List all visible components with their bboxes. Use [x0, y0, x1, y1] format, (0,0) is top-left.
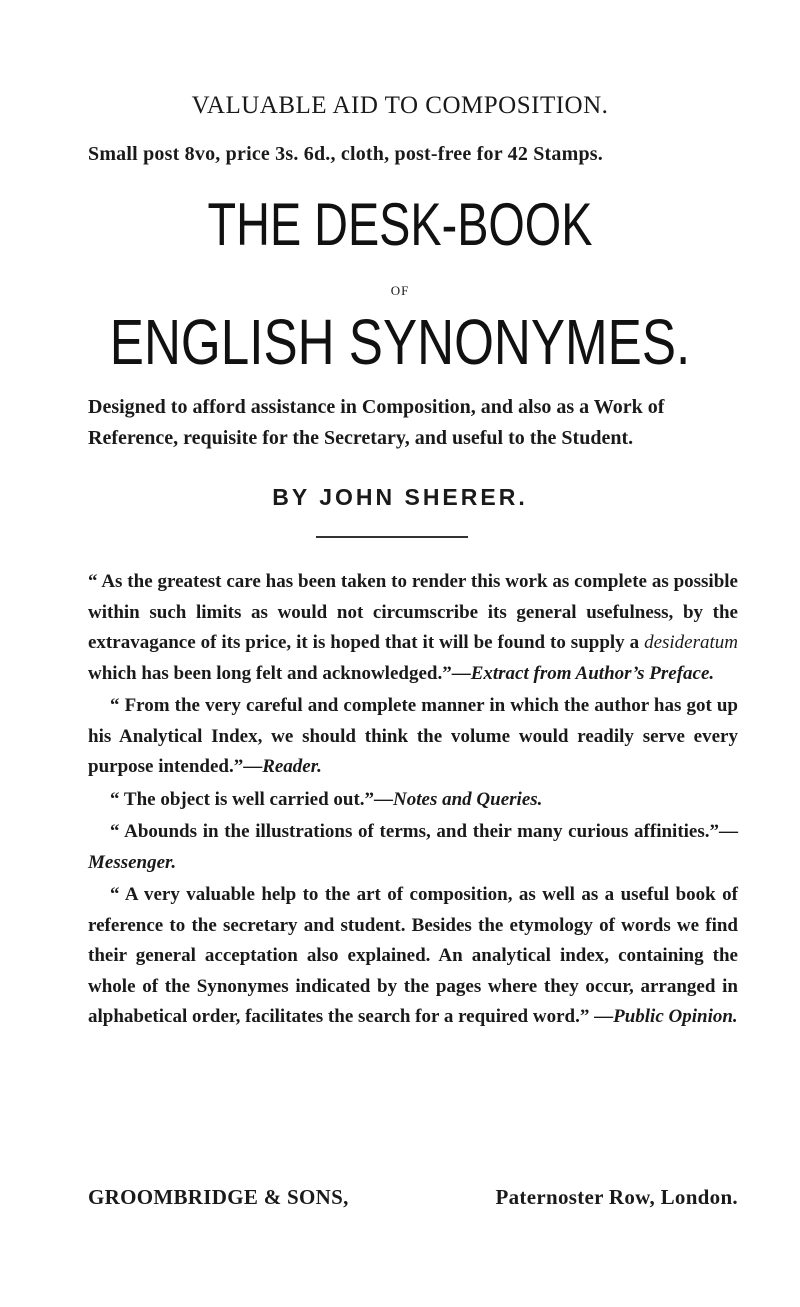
publisher-address: Paternoster Row, London. — [495, 1185, 738, 1209]
review-source: Public Opinion. — [613, 1006, 738, 1027]
review-source: Notes and Queries. — [393, 788, 543, 810]
review-item — [88, 785, 738, 816]
review-quote-italic: desideratum — [644, 632, 738, 653]
review-source: Reader. — [262, 756, 322, 777]
review-item — [88, 691, 738, 783]
review-quote: “ The object is well carried out.”— — [110, 788, 394, 810]
book-title-line1: THE DESK-BOOK — [207, 191, 593, 258]
review-quote: “ As the greatest care has been taken to render this work as complete as possible within such limits as would not circumscribe its general usefulness, by the extravagance of its price, it is hoped that it will be found to supply a — [88, 571, 738, 653]
book-description: Designed to afford assistance in Composition, and also as a Work of Reference, requisite for the Secretary, and useful to the Student. — [88, 396, 665, 449]
review-source: Messenger. — [88, 851, 177, 873]
review-quote: “ A very valuable help to the art of composition, as well as a useful book of reference to the secretary and student. Besides the etymology of words we find their general acceptation also explained. An analytical index, containing the whole of the Synonymes indicated by the pages where they occur, arranged in alphabetical order, facilitates the search for a required word.” — — [88, 884, 738, 1027]
publisher-footer — [88, 1185, 738, 1210]
review-item — [88, 817, 738, 878]
reviews-section — [88, 567, 738, 1033]
review-source: Extract from Author’s Preface. — [470, 662, 715, 684]
book-title-line2: ENGLISH SYNONYMES. — [109, 306, 691, 378]
review-item — [88, 880, 738, 1033]
format-price-line: Small post 8vo, price 3s. 6d., cloth, post-free for 42 Stamps. — [88, 143, 603, 165]
review-item — [88, 567, 738, 689]
divider-rule — [316, 536, 468, 538]
publisher-name: GROOMBRIDGE & SONS, — [88, 1185, 349, 1209]
review-quote: which has been long felt and acknowledged.”— — [88, 662, 471, 684]
book-title-of: OF — [390, 283, 410, 298]
review-quote: “ Abounds in the illustrations of terms, and their many curious affinities.”— — [110, 821, 738, 842]
review-quote: “ From the very careful and complete manner in which the author has got up his Analytical Index, we should think the volume would readily serve every purpose intended.”— — [88, 695, 738, 777]
author-byline: BY JOHN SHERER. — [272, 484, 528, 510]
headline: VALUABLE AID TO COMPOSITION. — [191, 92, 609, 119]
